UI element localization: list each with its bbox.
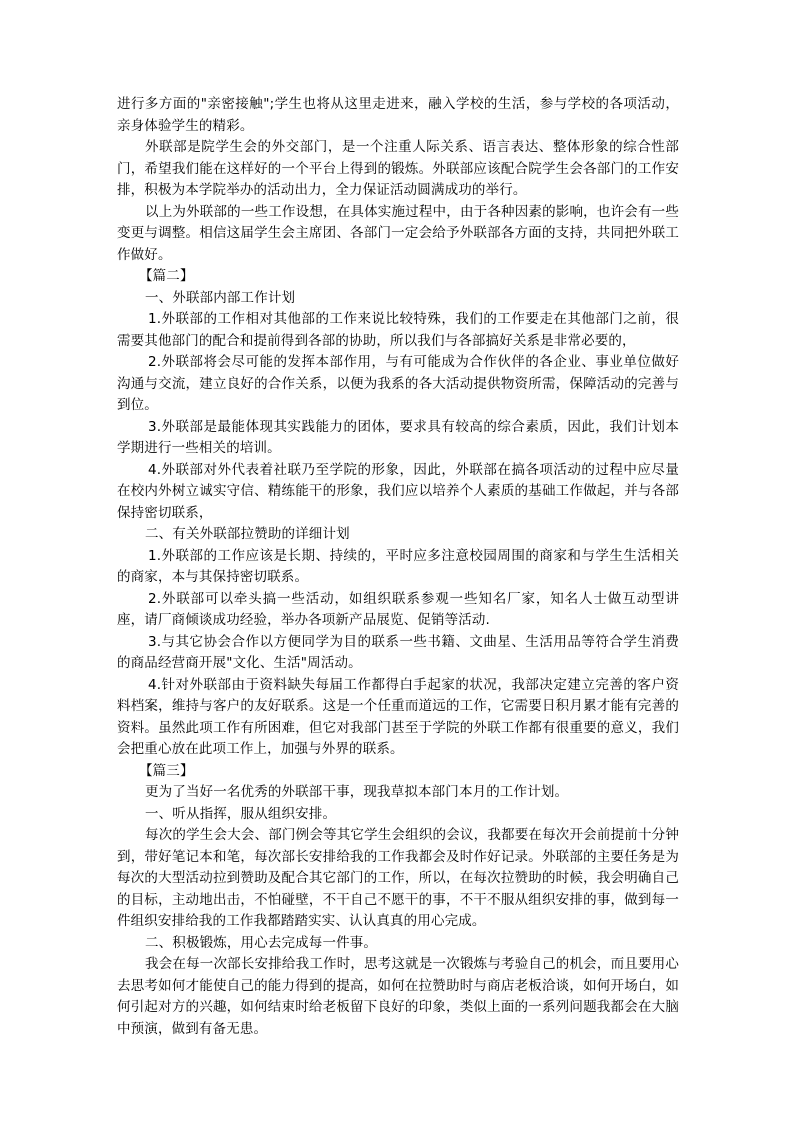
subheading-follow-command: 一、听从指挥，服从组织安排。 xyxy=(145,805,337,822)
list-item: 1.外联部的工作相对其他部的工作来说比较特殊，我们的工作要走在其他部门之前，很需要其他部门的配合和提前得到各部的协助，所以我们与各部搞好关系是非常必要的， xyxy=(117,311,679,349)
subheading-exercise: 二、积极锻炼，用心去完成每一件事。 xyxy=(145,934,378,951)
list-item: 2.外联部可以牵头搞一些活动，如组织联系参观一些知名厂家，知名人士做互动型讲座，请厂商倾谈成功经验，举办各项新产品展览、促销等活动. xyxy=(117,590,679,628)
paragraph-meetings: 每次的学生会大会、部门例会等其它学生会组织的会议，我都要在每次开会前提前十分钟到，带好笔记本和笔，每次部长安排给我的工作我都会及时作好记录。外联部的主要任务是为每次的大型活动拉到赞助及配合其它部门的工作，所以，在每次拉赞助的时候，我会明确自己的目标，主动地出击，不怕碰壁，不干自己不愿干的事，不干不服从组织安排的事，做到每一件组织安排给我的工作我都踏踏实实、认认真真的用心完成。 xyxy=(117,827,679,929)
list-item: 3.与其它协会合作以方便同学为目的联系一些书籍、文曲星、生活用品等符合学生消费的商品经营商开展"文化、生活"周活动。 xyxy=(117,633,679,671)
paragraph-exercise-detail: 我会在每一次部长安排给我工作时，思考这就是一次锻炼与考验自己的机会，而且要用心去思考如何才能使自己的能力得到的提高，如何在拉赞助时与商店老板洽谈，如何开场白，如何引起对方的兴趣，如何结束时给老板留下良好的印象，类似上面的一系列问题我都会在大脑中预演，做到有备无患。 xyxy=(117,956,679,1037)
list-item: 1.外联部的工作应该是长期、持续的，平时应多注意校园周围的商家和与学生生活相关的商家，本与其保持密切联系。 xyxy=(117,547,679,585)
subheading-internal-plan: 一、外联部内部工作计划 xyxy=(145,289,296,306)
list-item: 4.针对外联部由于资料缺失每届工作都得白手起家的状况，我部决定建立完善的客户资料档案，维持与客户的友好联系。这是一个任重而道远的工作，它需要日积月累才能有完善的资料。虽然此项工作有所困难，但它对我部门甚至于学院的外联工作都有很重要的意义，我们会把重心放在此项工作上，加强与外界的联系。 xyxy=(117,676,679,757)
list-item: 3.外联部是最能体现其实践能力的团体，要求具有较高的综合素质，因此，我们计划本学期进行一些相关的培训。 xyxy=(117,418,679,456)
list-item: 2.外联部将会尽可能的发挥本部作用，与有可能成为合作伙伴的各企业、事业单位做好沟通与交流，建立良好的合作关系，以便为我系的各大活动提供物资所需，保障活动的完善与到位。 xyxy=(117,354,679,413)
subheading-sponsorship-plan: 二、有关外联部拉赞助的详细计划 xyxy=(145,526,350,542)
list-item: 4.外联部对外代表着社联乃至学院的形象，因此，外联部在搞各项活动的过程中应尽量在校内外树立诚实守信、精练能干的形象，我们应以培养个人素质的基础工作做起，并与各部保持密切联系， xyxy=(117,461,679,521)
document-page xyxy=(117,94,679,1040)
section-heading-3: 【篇三】 xyxy=(139,762,194,779)
section-heading-2: 【篇二】 xyxy=(139,268,194,284)
paragraph-role: 外联部是院学生会的外交部门，是一个注重人际关系、语言表达、整体形象的综合性部门，希望我们能在这样好的一个平台上得到的锻炼。外联部应该配合院学生会各部门的工作安排，积极为本学院举办的活动出力，全力保证活动圆满成功的举行。 xyxy=(117,139,679,198)
paragraph-summary: 以上为外联部的一些工作设想，在具体实施过程中，由于各种因素的影响，也许会有一些变更与调整。相信这届学生会主席团、各部门一定会给予外联部各方面的支持，共同把外联工作做好。 xyxy=(117,203,679,263)
paragraph-monthly-plan-intro: 更为了当好一名优秀的外联部干事，现我草拟本部门本月的工作计划。 xyxy=(145,784,569,800)
paragraph-intro-continuation: 进行多方面的"亲密接触";学生也将从这里走进来，融入学校的生活，参与学校的各项活动，亲身体验学生的精彩。 xyxy=(117,96,679,134)
